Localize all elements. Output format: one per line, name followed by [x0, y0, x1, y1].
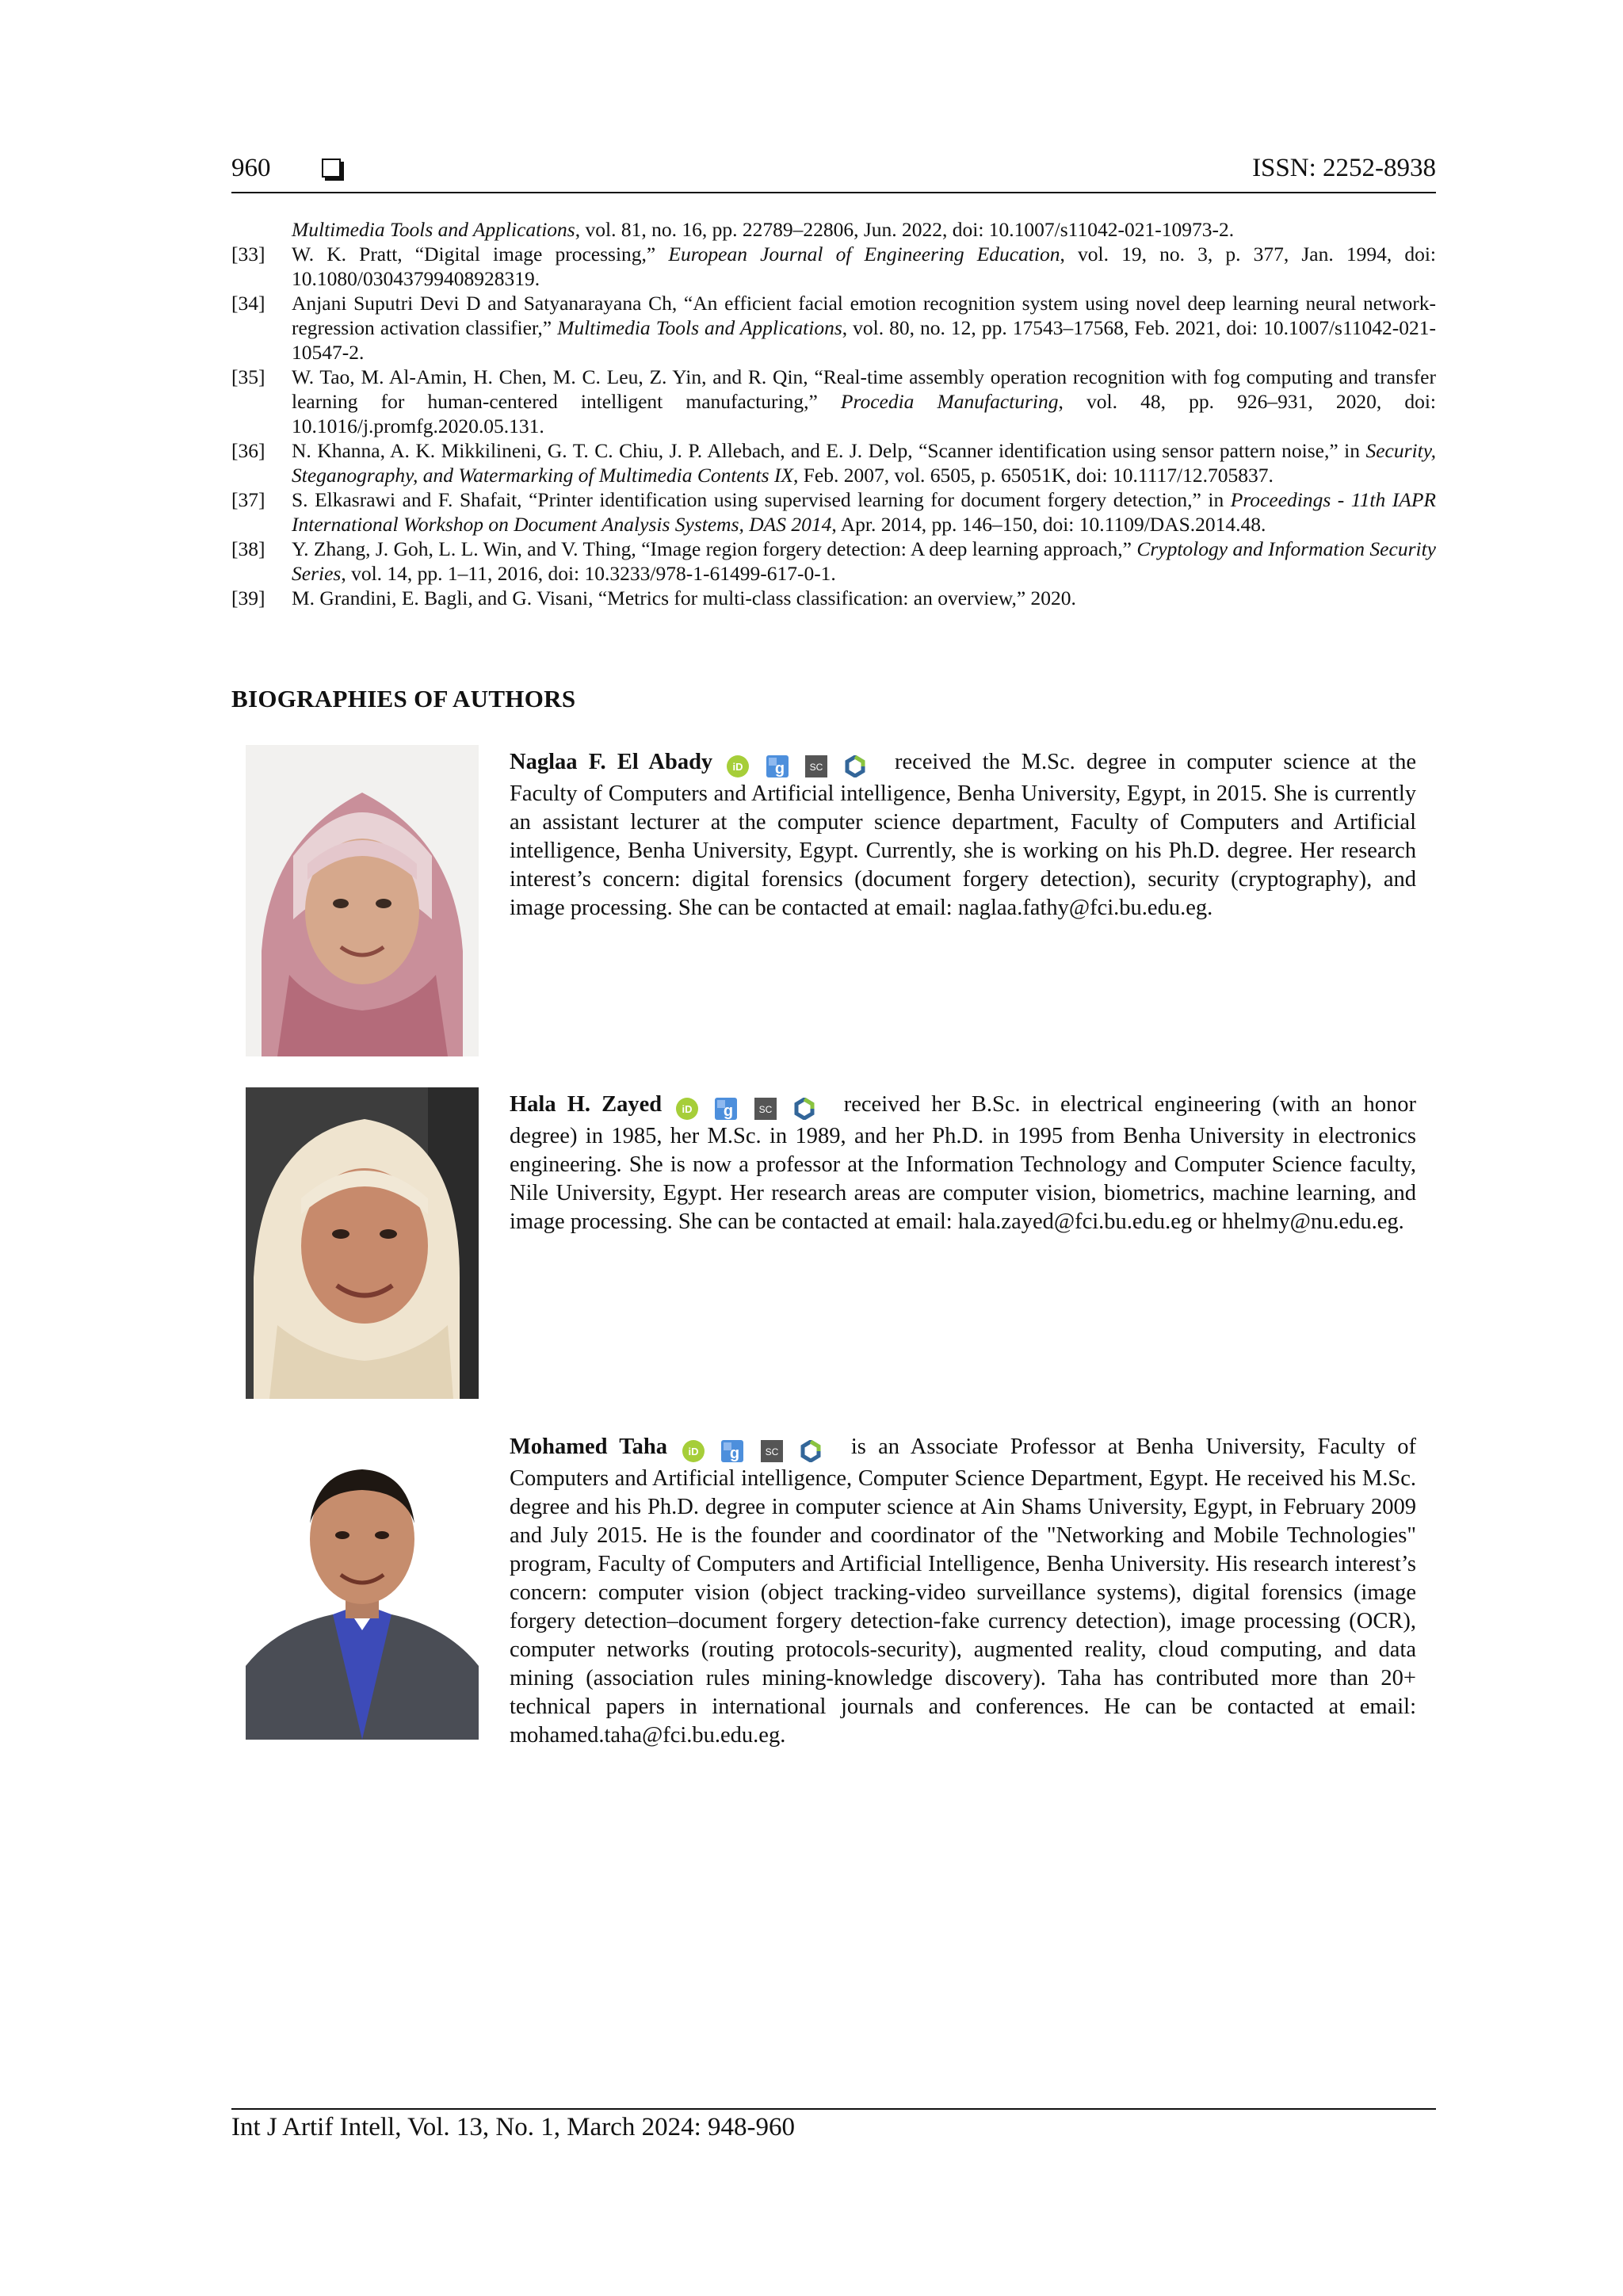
reference-venue: Procedia Manufacturing: [840, 390, 1059, 413]
author-profile-badges: [727, 751, 876, 780]
reference-item: [231, 217, 1436, 242]
author-photo: [246, 745, 479, 1056]
scopus-icon[interactable]: [805, 755, 827, 777]
orcid-label: iD: [682, 1103, 693, 1116]
orcid-icon[interactable]: [727, 755, 749, 777]
reference-item: [231, 365, 1436, 438]
scholar-label: g: [774, 760, 785, 778]
reference-venue: Cryptology and Information Security Series: [292, 537, 1436, 585]
reference-item: [231, 291, 1436, 365]
author-bio: [510, 1433, 1416, 1750]
reference-text: , vol. 80, no. 12, pp. 17543–17568, Feb. 2021, doi: 10.1007/s11042-021-10547-2.: [292, 316, 1436, 364]
author-photo: [246, 1087, 479, 1399]
publons-icon[interactable]: [793, 1098, 815, 1120]
reference-text: Y. Zhang, J. Goh, L. L. Win, and V. Thing, “Image region forgery detection: A deep learning approach,”: [292, 537, 1137, 560]
author-bio-text: received her B.Sc. in electrical engineering (with an honor degree) in 1985, her M.Sc. in 1989, and her Ph.D. in 1995 from Benha University in electronics engineering. She is now a professor at the Information Technology and Computer Science faculty, Nile University, Egypt. Her research areas are computer vision, biometrics, machine learning, and image processing. She can be contacted at email: hala.zayed@fci.bu.edu.eg or hhelmy@nu.edu.eg.: [510, 1092, 1417, 1234]
square-bullet-icon: [322, 159, 341, 178]
reference-text: W. Tao, M. Al-Amin, H. Chen, M. C. Leu, Z. Yin, and R. Qin, “Real-time assembly operation recognition with fog computing and transfer learning for human-centered intelligent manufacturing,”: [292, 365, 1436, 413]
reference-item: [231, 537, 1436, 586]
scholar-label: g: [730, 1445, 740, 1463]
reference-item: [231, 242, 1436, 291]
scopus-icon[interactable]: [761, 1440, 783, 1462]
orcid-icon[interactable]: [682, 1440, 705, 1462]
reference-text: M. Grandini, E. Bagli, and G. Visani, “Metrics for multi-class classification: an overview,” 2020.: [292, 586, 1076, 609]
orcid-label: iD: [688, 1446, 699, 1458]
reference-number: [35]: [231, 365, 265, 388]
scopus-icon[interactable]: [754, 1098, 777, 1120]
reference-text: , vol. 48, pp. 926–931, 2020, doi: 10.1016/j.promfg.2020.05.131.: [292, 390, 1436, 437]
author-name: Hala H. Zayed: [510, 1092, 663, 1117]
reference-item: [231, 487, 1436, 537]
journal-citation: Int J Artif Intell, Vol. 13, No. 1, March 2024: 948-960: [231, 2113, 795, 2141]
orcid-icon[interactable]: [676, 1098, 698, 1120]
reference-text: , vol. 14, pp. 1–11, 2016, doi: 10.3233/978-1-61499-617-0-1.: [341, 562, 836, 585]
scopus-label: SC: [758, 1104, 772, 1116]
reference-venue: Security, Steganography, and Watermarking of Multimedia Contents IX: [292, 439, 1436, 487]
scholar-label: g: [724, 1102, 734, 1121]
author-name: Mohamed Taha: [510, 1435, 667, 1459]
reference-number: [33]: [231, 243, 265, 266]
scopus-label: SC: [765, 1446, 778, 1458]
author-photo: [246, 1428, 479, 1740]
reference-text: , Feb. 2007, vol. 6505, p. 65051K, doi: 10.1117/12.705837.: [792, 464, 1274, 487]
publons-icon[interactable]: [844, 755, 866, 777]
reference-number: [38]: [231, 537, 265, 560]
reference-text: , vol. 19, no. 3, p. 377, Jan. 1994, doi: 10.1080/03043799408928319.: [292, 243, 1437, 290]
reference-text: Anjani Suputri Devi D and Satyanarayana Ch, “An efficient facial emotion recognition system using novel deep learning neural network-regression activation classifier,”: [292, 292, 1436, 339]
reference-text: , Apr. 2014, pp. 146–150, doi: 10.1109/DAS.2014.48.: [831, 513, 1266, 536]
biographies-heading: BIOGRAPHIES OF AUTHORS: [231, 685, 576, 712]
reference-venue: Proceedings - 11th IAPR International Workshop on Document Analysis Systems, DAS 2014: [292, 488, 1436, 536]
reference-number: [39]: [231, 586, 265, 609]
reference-venue: Multimedia Tools and Applications: [557, 316, 842, 339]
reference-text: W. K. Pratt, “Digital image processing,”: [292, 243, 669, 266]
page-header: [231, 152, 1436, 193]
author-name: Naglaa F. El Abady: [510, 750, 713, 774]
reference-number: [36]: [231, 439, 265, 462]
page-footer: [231, 2108, 1436, 2142]
google-scholar-icon[interactable]: [721, 1440, 743, 1462]
page-number: 960: [231, 154, 271, 182]
reference-text: Multimedia Tools and Applications: [292, 218, 575, 241]
reference-text: , vol. 81, no. 16, pp. 22789–22806, Jun. 2022, doi: 10.1007/s11042-021-10973-2.: [575, 218, 1235, 241]
reference-venue: European Journal of Engineering Education: [668, 243, 1060, 266]
google-scholar-icon[interactable]: [715, 1098, 737, 1120]
author-profile-badges: [682, 1436, 832, 1465]
issn-label: ISSN: 2252-8938: [1252, 154, 1436, 182]
reference-number: [37]: [231, 488, 265, 511]
reference-item: [231, 586, 1436, 610]
reference-text: S. Elkasrawi and F. Shafait, “Printer identification using supervised learning for document forgery detection,” in: [292, 488, 1231, 511]
google-scholar-icon[interactable]: [766, 755, 789, 777]
reference-text: N. Khanna, A. K. Mikkilineni, G. T. C. Chiu, J. P. Allebach, and E. J. Delp, “Scanner identification using sensor pattern noise,” in: [292, 439, 1366, 462]
reference-item: [231, 438, 1436, 487]
reference-list: [231, 217, 1436, 610]
author-bio-text: is an Associate Professor at Benha University, Faculty of Computers and Artificial intelligence, Computer Science Department, Egypt. He received his M.Sc. degree and his Ph.D. degree in computer science at Ain Shams University, Egypt, in February 2009 and July 2015. He is the founder and coordinator of the "Networking and Mobile Technologies" program, Faculty of Computers and Artificial Intelligence, Benha University. His research interest’s concern: computer vision (object tracking-video surveillance systems), digital forensics (image forgery detection–document forgery detection-fake currency detection), image processing (OCR), computer networks (routing protocols-security), augmented reality, cloud computing, and data mining (association rules mining-knowledge discovery). Taha has contributed more than 20+ technical papers in international journals and conferences. He can be contacted at email: mohamed.taha@fci.bu.edu.eg.: [510, 1435, 1416, 1748]
orcid-label: iD: [732, 761, 743, 774]
publons-icon[interactable]: [800, 1440, 822, 1462]
scopus-label: SC: [809, 762, 823, 774]
reference-number: [34]: [231, 292, 265, 315]
author-bio: [510, 1091, 1416, 1236]
author-bio-text: received the M.Sc. degree in computer science at the Faculty of Computers and Artificial intelligence, Benha University, Egypt, in 2015. She is currently an assistant lecturer at the computer science department, Faculty of Computers and Artificial intelligence, Benha University, Egypt. Currently, she is working on his Ph.D. degree. Her research interest’s concern: digital forensics (document forgery detection), security (cryptography), and image processing. She can be contacted at email: naglaa.fathy@fci.bu.edu.eg.: [510, 750, 1417, 920]
author-bio: [510, 748, 1416, 923]
author-profile-badges: [676, 1094, 826, 1122]
